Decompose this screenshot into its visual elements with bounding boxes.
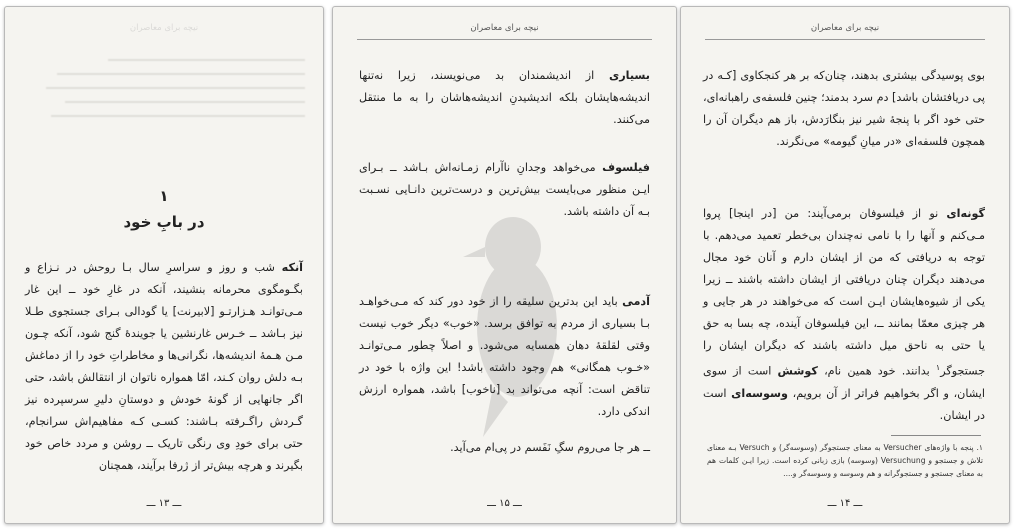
running-head: نیچه برای معاصران xyxy=(810,23,880,33)
running-head: نیچه برای معاصران xyxy=(470,23,539,33)
paragraph-2 xyxy=(703,203,985,427)
paragraph-1-body: از اندیشمندان بد می‌نویسند، زیرا نه‌تنها اندیشه‌هایشان بلکه اندیشیدنِ اندیشه‌هاشان را به ما منتقل می‌کنند. xyxy=(359,69,650,126)
paragraph-2-bold-1: کوشش xyxy=(777,364,818,378)
chapter-title: در بابِ خود xyxy=(123,213,205,231)
page-left xyxy=(4,6,324,524)
footnote-ref: ۱ xyxy=(935,363,941,372)
paragraph-1: بوی پوسیدگی بیشتری بدهند، چنان‌که بر هر کنجکاوی [کـه در پی دریافتشان باشد] دم سرد بدمند؛ چنین فلسفه‌ی راهبانه‌ای، حتی خود اگر با پنجهٔ شیر نیز بنگارَدش، باز هم دیگران آن را همچون فلسفه‌ای «در میانِ گیومه» می‌نگرند. xyxy=(703,69,985,148)
paragraph-3-lead: آدمی xyxy=(622,295,650,308)
header-rule xyxy=(705,39,985,40)
paragraph-intro xyxy=(25,257,303,477)
header-rule xyxy=(357,39,652,40)
show-through-text xyxy=(5,51,323,181)
paragraph-2-body: نو از فیلسوفان برمی‌آیند: من [در اینجا] پروا مـی‌کنم و آنها را با نامی نه‌چندان بی‌خطر تعمید می‌دهم. با توجه به دریافتی که من از ایشان دارم و آنان خود مجال می‌دهند دیگران چنان دریافتی از ایشان داشته باشند ــ زیرا یکی از شیوه‌هایشان ایـن است که می‌خواهند در هر جایی و هر چیزی معمّا بمانند ــ، این فیلسوفان آینده، چه بسا به حق یا حتی به ناحق میل داشته باشند که دیگران ایشان را جستجوگر xyxy=(703,207,985,378)
footnote-rule xyxy=(891,435,981,436)
paragraph-1 xyxy=(359,65,650,131)
page-right xyxy=(680,6,1010,524)
paragraph-2-cont: بدانند. خود همین نام، xyxy=(817,364,936,378)
paragraph-2-cont-2: است از سوی ایشان، و اگر بخواهیم فراتر از آن برویم، xyxy=(703,364,986,400)
chapter-number: ۱ xyxy=(159,187,169,205)
paragraph-2-body: می‌خواهد وجدانِ ناآرام زمـانه‌اش بـاشد ــ بـرای ایـن منظور می‌بایست بیش‌ترین و درست‌ترین دانـایی نسـبت بـه آن داشته باشد. xyxy=(359,161,650,218)
page-number: ـــ ۱۴ ـــ xyxy=(827,498,863,509)
paragraph-3 xyxy=(359,291,650,423)
paragraph-3-body: باید این بدترین سلیقه را از خود دور کند که مـی‌خواهـد بـا بسیاری از مردم به توافق برسد. «خوب» دیگر خوب نیست وقتی لقلقهٔ دهان همسایه می‌شود. و اصلاً چطور مـی‌توانـد «خـوب همگانی» هم وجود داشته باشد! این واژه با خود در تناقض است: آنچه می‌تواند بد [ناخوب] باشد، همواره ارزش اندکی دارد. xyxy=(359,295,650,418)
ghost-running-head: نیچه برای معاصران xyxy=(129,23,199,33)
paragraph-2 xyxy=(359,157,650,223)
paragraph-2-cont-3: است در ایشان. xyxy=(703,386,985,422)
footnote: ۱. پنجه با واژه‌های Versucher به معنای جستجوگر (وسوسه‌گر) و Versuch بـه معنای تلاش و جستجو و Versuchung (وسوسه) بازی زبانی کرده است. زیرا ایـن کلمات هم به معنای جستجو و جستجوگرانه و هم وسوسه و وسوسه‌گر و.... xyxy=(707,443,983,478)
paragraph-body: شب و روز و سراسرِ سال بـا روحش در نـزاع و بگـومگوی محرمانه بنشیند، آنکه در غارِ خود ــ این غار مـی‌توانـد هـزارتـو [لابیرنت] یا گودالی بـرای جستجوی طـلا نیز بـاشد ــ خـرس غارنشین یا جوینده‌ٔ گنج شود، آنکه چـون مـن هـمهٔ اندیشه‌ها، نگرانی‌ها و مخاطراتِ خود را از دماغش بـه دلش روان کـند، امّا همواره ناتوان از انتقالش باشد، حتی اگر جانهایی از گونهٔ خودش و دوستانِ دلیرِ سرسپرده نیز گـردش راگـرفته بـاشند: کسـی کـه مفاهیم‌اش سرانجام، حتی برای خودِ وی رنگی تاریک ــ روشن و مردد خاص خود بگیرند و هرچه بیش‌تر از ژرفا برآیند، همچنان xyxy=(25,261,303,472)
paragraph-4: ــ هر جا می‌روم سگِ نَفَسم در پی‌ام می‌آید. xyxy=(450,441,650,454)
paragraph-2-bold-2: وسوسه‌ای xyxy=(731,386,788,400)
paragraph-2-lead: فیلسوف xyxy=(602,161,650,174)
paragraph-2-lead: گونه‌ای xyxy=(946,207,985,220)
paragraph-1-lead: بسیاری xyxy=(608,69,650,82)
page-number: ـــ ۱۳ ـــ xyxy=(146,498,182,509)
page-number: ـــ ۱۵ ـــ xyxy=(487,498,522,509)
page-middle xyxy=(332,6,677,524)
paragraph-lead-word: آنکه xyxy=(281,261,303,274)
